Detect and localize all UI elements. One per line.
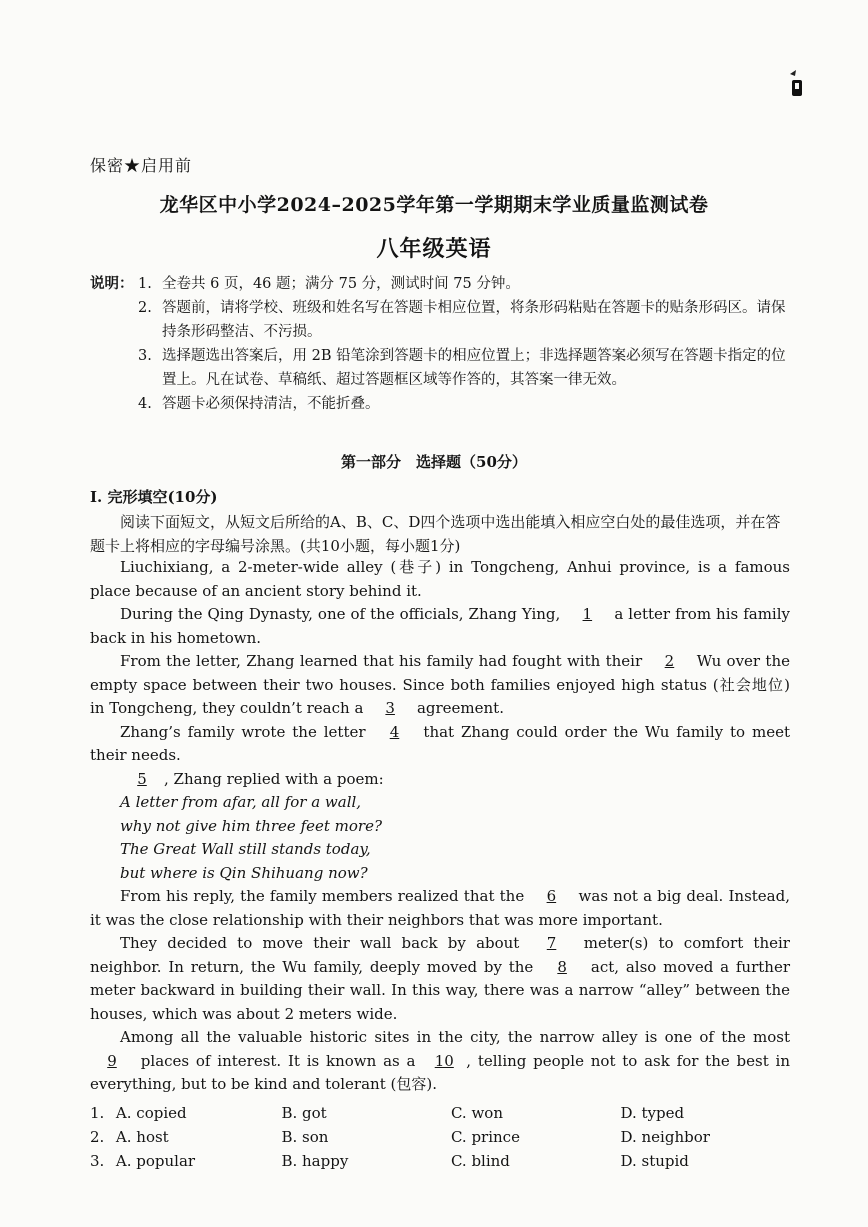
cloze-passage	[90, 556, 790, 1097]
confidential-label: 保密★启用前	[90, 156, 193, 175]
blank-6: 6	[546, 887, 557, 905]
poem	[90, 791, 790, 885]
option-a: A. host	[115, 1128, 169, 1146]
instruction-item	[90, 344, 790, 392]
paragraph: Among all the valuable historic sites in the city, the narrow alley is one of the most 9 places of interest. It is known as a 10 , telling people not to ask for the best in everything, but to be kind and tolerant (包容).	[90, 1028, 790, 1093]
blank-4: 4	[389, 722, 400, 741]
instruction-number: 2.	[138, 300, 152, 316]
paragraph: From his reply, the family members realized that the 6 was not a big deal. Instead, it was the close relationship with their neighbors that was more important.	[90, 887, 790, 929]
question-number: 3.	[90, 1152, 105, 1170]
poem-line: but where is Qin Shihuang now?	[120, 863, 368, 882]
option-b: B. happy	[281, 1152, 349, 1170]
answer-options	[90, 1101, 790, 1173]
poem-line: why not give him three feet more?	[120, 816, 383, 835]
instruction-number: 4.	[138, 396, 152, 412]
paragraph: Zhang’s family wrote the letter 4 that Zhang could order the Wu family to meet their needs.	[90, 722, 791, 764]
blank-7: 7	[546, 934, 557, 952]
instruction-number: 3.	[138, 348, 152, 364]
instruction-number: 1.	[138, 276, 152, 292]
option-row	[90, 1125, 790, 1149]
option-c: C. won	[450, 1104, 503, 1122]
section-title: 第一部分 选择题（50分）	[341, 453, 527, 471]
blank-10: 10	[434, 1051, 454, 1070]
option-c: C. prince	[450, 1128, 520, 1146]
poem-line: A letter from afar, all for a wall,	[120, 793, 362, 811]
blank-1: 1	[582, 605, 593, 623]
poem-line: The Great Wall still stands today,	[120, 840, 371, 858]
blank-3: 3	[385, 699, 395, 717]
paragraph: 5 , Zhang replied with a poem:	[90, 768, 790, 792]
paragraph: They decided to move their wall back by about 7 meter(s) to comfort their neighbor. In return, the Wu family, deeply moved by the 8 act, also moved a further meter backward in building their wall. In this way, there was a narrow “alley” between the houses, which was about 2 meters wide.	[90, 934, 790, 1023]
question-number: 2.	[90, 1128, 105, 1146]
exam-title: 龙华区中小学2024–2025学年第一学期期末学业质量监测试卷	[159, 194, 709, 216]
option-c: C. blind	[450, 1152, 510, 1170]
paragraph: Liuchixiang, a 2-meter-wide alley (巷子) in Tongcheng, Anhui province, is a famous place because of an ancient story behind it.	[90, 558, 790, 600]
corner-mark-icon	[786, 68, 806, 98]
instructions-label: 说明：	[90, 275, 134, 292]
exam-subtitle: 八年级英语	[376, 236, 492, 262]
blank-2: 2	[664, 652, 675, 670]
option-d: D. typed	[620, 1104, 685, 1122]
option-a: A. copied	[115, 1104, 187, 1122]
instruction-item	[90, 392, 790, 416]
option-b: B. son	[281, 1128, 329, 1146]
instruction-text: 全卷共 6 页，46 题；满分 75 分，测试时间 75 分钟。	[162, 276, 520, 292]
paragraph: From the letter, Zhang learned that his family had fought with their 2 Wu over the empty space between their two houses. Since both families enjoyed high status (社会地位) in Tongcheng, they couldn’t reach a 3 agreement.	[90, 650, 790, 721]
blank-9: 9	[107, 1051, 117, 1070]
question-intro: 阅读下面短文，从短文后所给的A、B、C、D四个选项中选出能填入相应空白处的最佳选项，并在答题卡上将相应的字母编号涂黑。(共10小题，每小题1分)	[90, 513, 781, 555]
option-row	[90, 1149, 790, 1173]
instructions	[90, 272, 790, 416]
instruction-text: 答题前，请将学校、班级和姓名写在答题卡相应位置，将条形码粘贴在答题卡的贴条形码区。请保持条形码整洁、不污损。	[162, 300, 786, 340]
option-b: B. got	[281, 1104, 327, 1122]
option-a: A. popular	[115, 1152, 196, 1170]
option-d: D. neighbor	[620, 1128, 710, 1146]
option-row	[90, 1101, 790, 1125]
question-number: 1.	[90, 1104, 105, 1122]
question-group-header: Ⅰ. 完形填空(10分)	[90, 488, 218, 506]
blank-8: 8	[557, 957, 567, 976]
blank-5: 5	[137, 769, 147, 788]
paragraph: During the Qing Dynasty, one of the officials, Zhang Ying, 1 a letter from his family back in his hometown.	[90, 605, 790, 647]
option-d: D. stupid	[620, 1152, 689, 1170]
instruction-item	[90, 272, 790, 296]
instruction-text: 选择题选出答案后，用 2B 铅笔涂到答题卡的相应位置上；非选择题答案必须写在答题卡指定的位置上。凡在试卷、草稿纸、超过答题框区域等作答的，其答案一律无效。	[162, 348, 786, 388]
instruction-text: 答题卡必须保持清洁，不能折叠。	[162, 396, 380, 412]
instruction-item	[90, 296, 790, 344]
